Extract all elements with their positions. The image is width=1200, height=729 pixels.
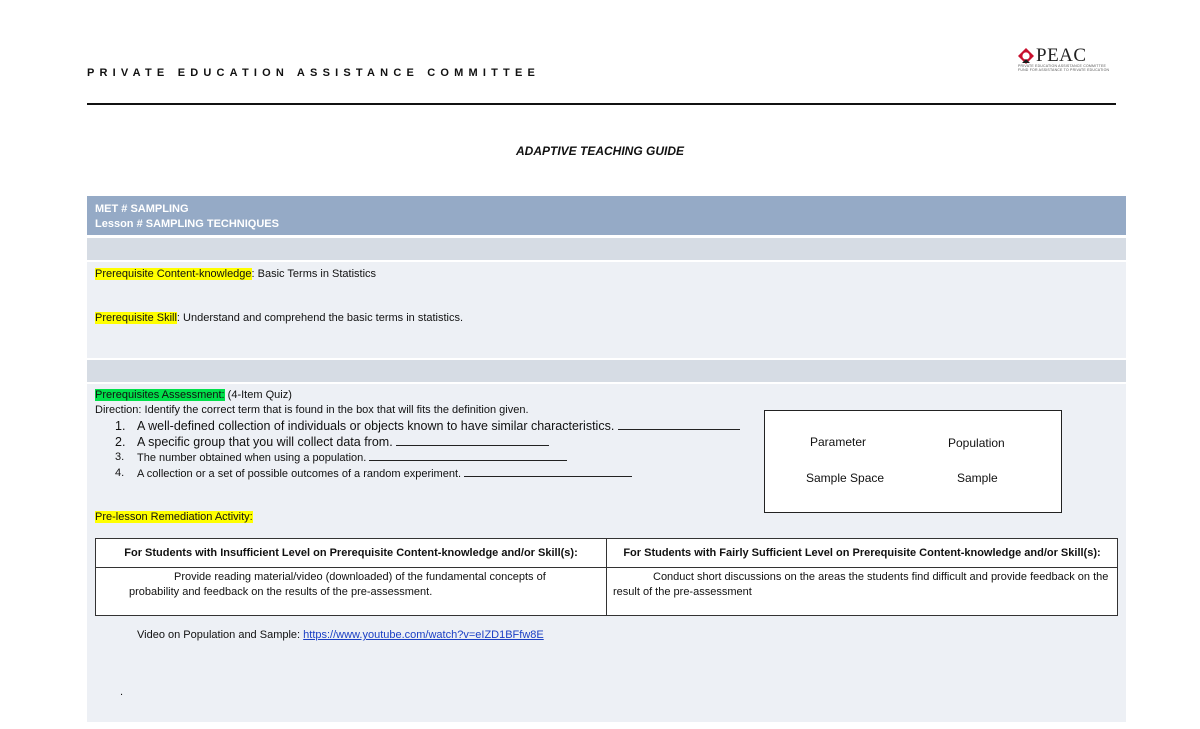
remediation-cell-insufficient bbox=[96, 568, 607, 616]
assessment-direction: Direction: Identify the correct term that is found in the box that will fits the definition given. bbox=[95, 404, 529, 416]
column-header-insufficient: For Students with Insufficient Level on Prerequisite Content-knowledge and/or Skill(s): bbox=[96, 539, 607, 568]
prerequisite-skill-label: Prerequisite Skill bbox=[95, 312, 177, 324]
answer-blank[interactable] bbox=[464, 466, 632, 477]
cell-line: Provide reading material/video (downloaded) of the fundamental concepts of bbox=[174, 571, 546, 583]
lesson-title: Lesson # SAMPLING TECHNIQUES bbox=[95, 218, 279, 230]
document-title: ADAPTIVE TEACHING GUIDE bbox=[515, 144, 684, 158]
video-label: Video on Population and Sample: bbox=[137, 629, 304, 641]
terms-box bbox=[764, 410, 1062, 513]
answer-blank[interactable] bbox=[369, 450, 567, 461]
column-header-fairly-sufficient: For Students with Fairly Sufficient Level on Prerequisite Content-knowledge and/or Skill(s): bbox=[607, 539, 1118, 568]
term-option: Sample Space bbox=[806, 471, 885, 485]
video-link[interactable]: https://www.youtube.com/watch?v=eIZD1BFfw8E bbox=[303, 629, 544, 641]
cell-line: Conduct short discussions on the areas the students find difficult and provide feedback on the bbox=[653, 571, 1109, 583]
term-option: Population bbox=[948, 436, 1005, 450]
cell-line: result of the pre-assessment bbox=[613, 586, 752, 598]
remediation-table bbox=[95, 538, 1118, 616]
met-title: MET # SAMPLING bbox=[95, 203, 189, 215]
prerequisite-content bbox=[95, 268, 376, 280]
remediation-label: Pre-lesson Remediation Activity: bbox=[95, 511, 253, 523]
trailing-mark: . bbox=[120, 686, 124, 698]
answer-blank[interactable] bbox=[396, 435, 549, 446]
remediation-heading bbox=[95, 511, 253, 523]
assessment-heading bbox=[95, 389, 292, 401]
org-name: PRIVATE EDUCATION ASSISTANCE COMMITTEE bbox=[87, 67, 541, 79]
term-option: Parameter bbox=[810, 435, 867, 449]
remediation-cell-fairly-sufficient bbox=[607, 568, 1118, 616]
quiz-item bbox=[115, 418, 740, 434]
quiz-item-text: A collection or a set of possible outcomes of a random experiment. bbox=[137, 468, 465, 480]
quiz-item bbox=[115, 450, 740, 466]
prerequisite-content-label: Prerequisite Content-knowledge bbox=[95, 268, 252, 280]
quiz-item bbox=[115, 434, 740, 450]
prerequisite-skill bbox=[95, 312, 463, 324]
quiz-item-number: 3. bbox=[115, 451, 125, 463]
header-rule bbox=[87, 103, 1116, 105]
peac-emblem-icon bbox=[1017, 47, 1035, 65]
table-row bbox=[96, 568, 1118, 616]
table-header-row bbox=[96, 539, 1118, 568]
quiz-item-text: A well-defined collection of individuals or objects known to have similar characteristics. bbox=[137, 419, 618, 433]
logo-wordmark: PEAC bbox=[1036, 45, 1087, 66]
quiz-item-number: 4. bbox=[115, 467, 125, 479]
quiz-item-text: A specific group that you will collect data from. bbox=[137, 435, 397, 449]
quiz-list bbox=[115, 418, 740, 482]
section-divider bbox=[87, 238, 1126, 260]
prerequisite-content-value: : Basic Terms in Statistics bbox=[251, 268, 377, 280]
video-line bbox=[137, 629, 544, 641]
prerequisite-skill-value: : Understand and comprehend the basic terms in statistics. bbox=[176, 312, 464, 324]
quiz-item bbox=[115, 466, 740, 482]
section-divider bbox=[87, 360, 1126, 382]
peac-logo bbox=[1016, 44, 1110, 72]
assessment-note: (4-Item Quiz) bbox=[224, 389, 292, 401]
cell-line: probability and feedback on the results of the pre-assessment. bbox=[129, 586, 433, 598]
logo-tagline: FUND FOR ASSISTANCE TO PRIVATE EDUCATION bbox=[1018, 68, 1110, 72]
answer-blank[interactable] bbox=[618, 419, 740, 430]
quiz-item-number: 2. bbox=[115, 435, 126, 449]
quiz-item-number: 1. bbox=[115, 419, 126, 433]
quiz-item-text: The number obtained when using a population. bbox=[137, 452, 370, 464]
lesson-header bbox=[87, 196, 1126, 235]
logo-subtitle: PRIVATE EDUCATION ASSISTANCE COMMITTEE bbox=[1018, 64, 1107, 68]
term-option: Sample bbox=[957, 471, 998, 485]
assessment-label: Prerequisites Assessment: bbox=[95, 389, 225, 401]
